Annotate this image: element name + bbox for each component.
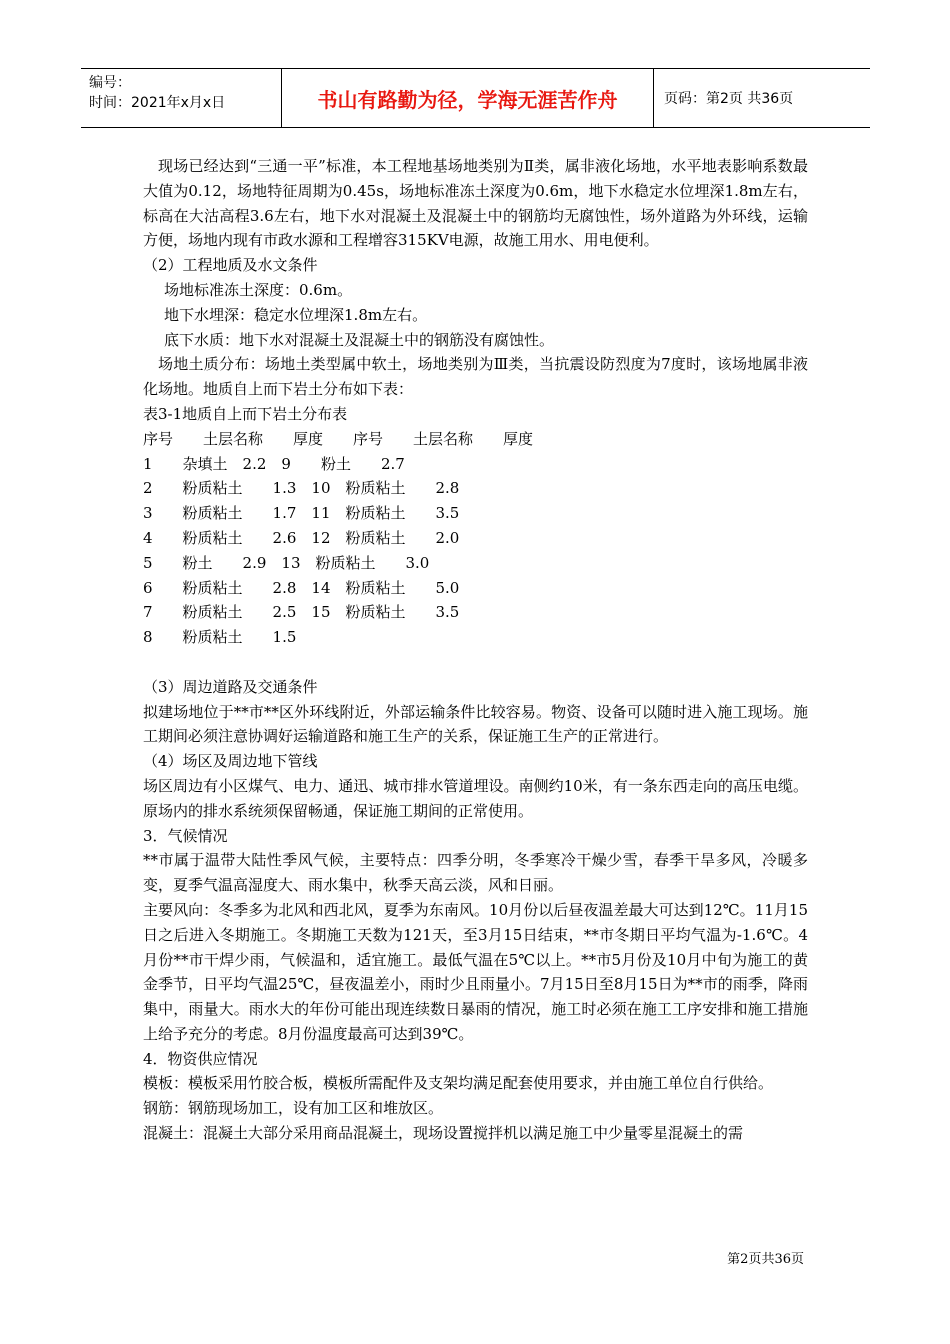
table-row: 7 粉质粘土 2.5 15 粉质粘土 3.5 (143, 603, 460, 622)
header-motto: 书山有路勤为径，学海无涯苦作舟 (282, 69, 654, 127)
table-header-row: 序号 土层名称 厚度 序号 土层名称 厚度 (143, 429, 534, 448)
section-4-heading: （4）场区及周边地下管线 (143, 752, 318, 771)
underground-pipelines-paragraph: 场区周边有小区煤气、电力、通迅、城市排水管道埋设。南侧约10米，有一条东西走向的高压电缆。原场内的排水系统须保留畅通，保证施工期间的正常使用。 (143, 776, 808, 820)
supply-heading: 4．物资供应情况 (143, 1049, 258, 1068)
page-footer: 第2页共36页 (727, 1252, 804, 1267)
groundwater-depth: 地下水埋深：稳定水位埋深1.8m左右。 (164, 305, 428, 324)
document-number-label: 编号： (89, 75, 131, 91)
table-row: 5 粉土 2.9 13 粉质粘土 3.0 (143, 553, 430, 572)
table-row: 2 粉质粘土 1.3 10 粉质粘土 2.8 (143, 479, 460, 498)
page-header (81, 68, 870, 128)
section-3-heading: （3）周边道路及交通条件 (143, 677, 318, 696)
table-row: 4 粉质粘土 2.6 12 粉质粘土 2.0 (143, 528, 460, 547)
climate-detail-paragraph: 主要风向：冬季多为北风和西北风，夏季为东南风。10月份以后昼夜温差最大可达到12℃。11月15日之后进入冬期施工。冬期施工天数为121天，至3月15日结束，**市冬期日平均气温为-1.6℃。4月份**市干焊少雨，气候温和，适宜施工。最低气温在5℃以上。**市5月份及10月中旬为施工的黄金季节，日平均气温25℃，昼夜温差小，雨时少且雨量小。7月15日至8月15日为**市的雨季，降雨集中，雨量大。雨水大的年份可能出现连续数日暴雨的情况，施工时必须在施工工序安排和施工措施上给予充分的考虑。8月份温度最高可达到39℃。 (143, 900, 808, 1043)
rebar-paragraph: 钢筋：钢筋现场加工，设有加工区和堆放区。 (143, 1099, 444, 1118)
table-row: 8 粉质粘土 1.5 (143, 628, 297, 647)
concrete-paragraph: 混凝土：混凝土大部分采用商品混凝土，现场设置搅拌机以满足施工中少量零星混凝土的需 (143, 1124, 744, 1143)
table-caption: 表3-1地质自上而下岩土分布表 (143, 404, 348, 423)
header-page-number: 页码：第2页 共36页 (664, 91, 794, 107)
climate-heading: 3．气候情况 (143, 826, 228, 845)
section-2-heading: （2）工程地质及水文条件 (143, 256, 318, 275)
groundwater-quality: 底下水质：地下水对混凝土及混凝土中的钢筋没有腐蚀性。 (164, 330, 555, 349)
soil-distribution-paragraph: 场地土质分布：场地土类型属中软土，场地类别为Ⅲ类，当抗震设防烈度为7度时，该场地属非液化场地。地质自上而下岩土分布如下表： (143, 355, 808, 399)
climate-overview-paragraph: **市属于温带大陆性季风气候，主要特点：四季分明，冬季寒冷干燥少雪，春季干旱多风，冷暖多变，夏季气温高湿度大、雨水集中，秋季天高云淡，风和日丽。 (143, 851, 808, 895)
document-date: 时间：2021年x月x日 (89, 95, 226, 111)
document-body (143, 154, 808, 1146)
table-row: 6 粉质粘土 2.8 14 粉质粘土 5.0 (143, 578, 460, 597)
table-row: 3 粉质粘土 1.7 11 粉质粘土 3.5 (143, 504, 460, 523)
site-conditions-paragraph: 现场已经达到“三通一平”标准，本工程地基场地类别为Ⅱ类，属非液化场地，水平地表影响系数最大值为0.12，场地特征周期为0.45s，场地标准冻土深度为0.6m，地下水稳定水位埋深1.8m左右，标高在大沽高程3.6左右，地下水对混凝土及混凝土中的钢筋均无腐蚀性，场外道路为外环线，运输方便，场地内现有市政水源和工程增容315KV电源，故施工用水、用电便利。 (143, 157, 808, 250)
table-row: 1 杂填土 2.2 9 粉土 2.7 (143, 454, 405, 473)
frozen-soil-depth: 场地标准冻土深度：0.6m。 (164, 280, 353, 299)
soil-layer-table (143, 427, 808, 650)
roads-traffic-paragraph: 拟建场地位于**市**区外环线附近，外部运输条件比较容易。物资、设备可以随时进入施工现场。施工期间必须注意协调好运输道路和施工生产的关系，保证施工生产的正常进行。 (143, 702, 808, 746)
header-meta (81, 69, 282, 127)
formwork-paragraph: 模板：模板采用竹胶合板，模板所需配件及支架均满足配套使用要求，并由施工单位自行供给。 (143, 1074, 774, 1093)
blank-line (143, 650, 808, 675)
